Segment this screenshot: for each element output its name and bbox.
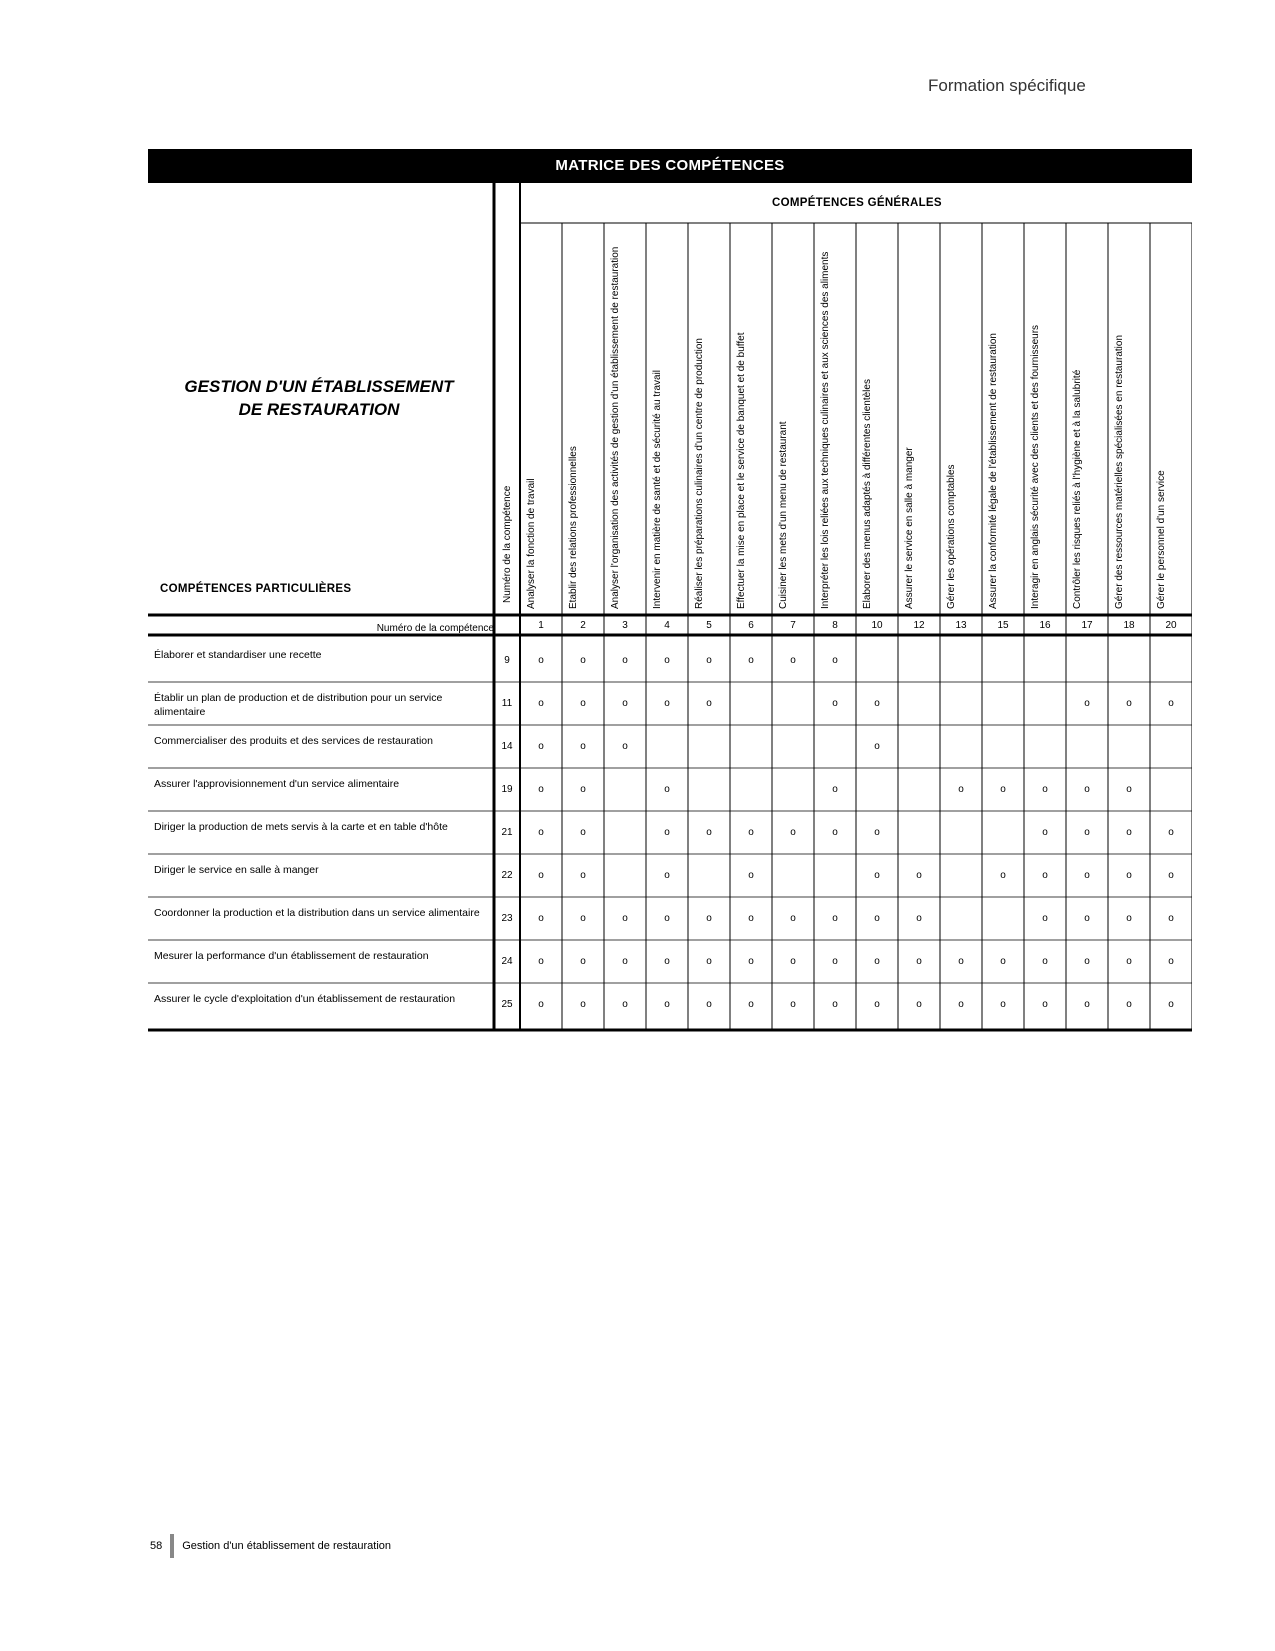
- general-competency-label: Assurer la conformité légale de l'établissement de restauration: [988, 333, 999, 609]
- competency-link-mark: o: [664, 654, 670, 666]
- competency-link-mark: o: [748, 912, 754, 924]
- general-competency-number: 13: [955, 620, 967, 631]
- specific-competency-number: 23: [501, 912, 513, 924]
- competency-link-mark: o: [538, 783, 544, 795]
- competency-link-mark: o: [790, 912, 796, 924]
- specific-competency-label: Commercialiser des produits et des services de restauration: [154, 734, 433, 747]
- specific-competency-label: Coordonner la production et la distribution dans un service alimentaire: [154, 906, 480, 919]
- competency-link-mark: o: [706, 697, 712, 709]
- competency-link-mark: o: [664, 998, 670, 1010]
- competency-link-mark: o: [1000, 955, 1006, 967]
- competency-link-mark: o: [1042, 912, 1048, 924]
- competency-link-mark: o: [832, 783, 838, 795]
- specific-competency-number: 22: [501, 869, 513, 881]
- general-competency-number: 17: [1081, 620, 1093, 631]
- competency-link-mark: o: [874, 869, 880, 881]
- competency-link-mark: o: [1042, 955, 1048, 967]
- competency-link-mark: o: [664, 783, 670, 795]
- general-competency-number: 16: [1039, 620, 1051, 631]
- competency-link-mark: o: [1126, 697, 1132, 709]
- competency-link-mark: o: [1084, 998, 1090, 1010]
- particulieres-heading: COMPÉTENCES PARTICULIÈRES: [160, 583, 352, 595]
- competency-link-mark: o: [580, 783, 586, 795]
- competency-link-mark: o: [1126, 912, 1132, 924]
- competency-link-mark: o: [664, 697, 670, 709]
- competency-link-mark: o: [622, 955, 628, 967]
- competency-link-mark: o: [748, 955, 754, 967]
- competency-link-mark: o: [580, 912, 586, 924]
- competency-link-mark: o: [748, 826, 754, 838]
- program-title: [178, 375, 460, 421]
- competency-link-mark: o: [1084, 783, 1090, 795]
- general-competency-label: Gérer les opérations comptables: [946, 464, 957, 609]
- competency-link-mark: o: [958, 998, 964, 1010]
- specific-competency-number: 11: [501, 697, 513, 709]
- competency-link-mark: o: [1042, 869, 1048, 881]
- program-title-line1: GESTION D'UN ÉTABLISSEMENT: [184, 377, 454, 396]
- numero-row-label: Numéro de la compétence: [376, 623, 494, 634]
- competency-link-mark: o: [580, 869, 586, 881]
- competency-link-mark: o: [832, 654, 838, 666]
- footer-divider: [170, 1534, 174, 1558]
- competency-link-mark: o: [622, 740, 628, 752]
- specific-competency-label: Établir un plan de production et de distribution pour un service alimentaire: [154, 691, 443, 718]
- competency-link-mark: o: [1042, 998, 1048, 1010]
- general-competency-label: Effectuer la mise en place et le service de banquet et de buffet: [736, 332, 747, 609]
- competency-link-mark: o: [622, 654, 628, 666]
- specific-competency-number: 25: [501, 998, 513, 1010]
- general-competency-label: Établir des relations professionnelles: [568, 446, 579, 609]
- competency-link-mark: o: [1126, 783, 1132, 795]
- competency-link-mark: o: [706, 654, 712, 666]
- specific-competency-number: 24: [501, 955, 513, 967]
- general-competency-label: Interpréter les lois reliées aux techniques culinaires et aux sciences des aliments: [820, 251, 831, 609]
- specific-competency-label: Diriger la production de mets servis à la carte et en table d'hôte: [154, 820, 448, 833]
- general-competency-label: Assurer le service en salle à manger: [904, 447, 915, 609]
- matrix-title: MATRICE DES COMPÉTENCES: [148, 149, 1192, 183]
- competency-link-mark: o: [706, 826, 712, 838]
- competency-link-mark: o: [664, 912, 670, 924]
- general-competency-label: Contrôler les risques reliés à l'hygiène et à la salubrité: [1072, 369, 1083, 609]
- competency-link-mark: o: [538, 654, 544, 666]
- general-competency-label: Analyser l'organisation des activités de gestion d'un établissement de restauration: [610, 246, 621, 609]
- competency-link-mark: o: [790, 998, 796, 1010]
- specific-competency-number: 21: [501, 826, 513, 838]
- program-title-line2: DE RESTAURATION: [238, 400, 400, 419]
- competency-link-mark: o: [1042, 783, 1048, 795]
- competency-link-mark: o: [874, 998, 880, 1010]
- general-competency-number: 7: [790, 620, 796, 631]
- competency-link-mark: o: [748, 869, 754, 881]
- general-competency-label: Gérer des ressources matérielles spécialisées en restauration: [1114, 334, 1125, 609]
- competency-link-mark: o: [1168, 912, 1174, 924]
- general-competency-label: Cuisiner les mets d'un menu de restaurant: [778, 421, 789, 609]
- general-competency-label: Intervenir en matière de santé et de sécurité au travail: [652, 369, 663, 609]
- competency-link-mark: o: [580, 955, 586, 967]
- general-competency-label: Analyser la fonction de travail: [526, 478, 537, 609]
- specific-competency-label: Assurer le cycle d'exploitation d'un établissement de restauration: [154, 992, 456, 1005]
- competency-link-mark: o: [832, 697, 838, 709]
- competency-link-mark: o: [1126, 955, 1132, 967]
- competency-link-mark: o: [538, 955, 544, 967]
- general-competency-number: 10: [871, 620, 883, 631]
- competency-matrix: [148, 183, 1192, 1033]
- general-competency-number: 15: [997, 620, 1009, 631]
- competency-link-mark: o: [1168, 869, 1174, 881]
- competency-link-mark: o: [832, 912, 838, 924]
- general-competency-label: Gérer le personnel d'un service: [1156, 470, 1167, 609]
- competency-link-mark: o: [1168, 697, 1174, 709]
- numero-column-header: Numéro de la compétence: [502, 485, 513, 603]
- specific-competency-label: Mesurer la performance d'un établissement de restauration: [154, 949, 429, 962]
- competency-link-mark: o: [538, 740, 544, 752]
- competency-link-mark: o: [748, 998, 754, 1010]
- competency-link-mark: o: [664, 869, 670, 881]
- competency-link-mark: o: [664, 826, 670, 838]
- competency-link-mark: o: [538, 912, 544, 924]
- general-competency-label: Élaborer des menus adaptés à différentes clientèles: [862, 379, 873, 609]
- competency-link-mark: o: [1168, 998, 1174, 1010]
- competency-link-mark: o: [706, 998, 712, 1010]
- competency-link-mark: o: [706, 912, 712, 924]
- competency-link-mark: o: [538, 869, 544, 881]
- competency-link-mark: o: [1126, 998, 1132, 1010]
- competency-link-mark: o: [1084, 826, 1090, 838]
- competency-link-mark: o: [664, 955, 670, 967]
- competency-link-mark: o: [622, 998, 628, 1010]
- competency-link-mark: o: [580, 998, 586, 1010]
- competency-link-mark: o: [874, 955, 880, 967]
- competency-link-mark: o: [622, 697, 628, 709]
- general-competency-label: Réaliser les préparations culinaires d'un centre de production: [694, 338, 705, 609]
- competency-link-mark: o: [1168, 955, 1174, 967]
- competency-link-mark: o: [538, 998, 544, 1010]
- competency-link-mark: o: [538, 826, 544, 838]
- competency-link-mark: o: [874, 912, 880, 924]
- specific-competency-number: 14: [501, 740, 513, 752]
- specific-competency-label: Diriger le service en salle à manger: [154, 863, 319, 876]
- general-competency-number: 12: [913, 620, 925, 631]
- competency-link-mark: o: [1000, 998, 1006, 1010]
- competency-link-mark: o: [832, 826, 838, 838]
- competency-link-mark: o: [916, 955, 922, 967]
- competency-link-mark: o: [832, 998, 838, 1010]
- specific-competency-label: Élaborer et standardiser une recette: [154, 648, 322, 661]
- competency-link-mark: o: [1000, 869, 1006, 881]
- section-title: Formation spécifique: [928, 76, 1086, 95]
- competency-link-mark: o: [538, 697, 544, 709]
- competency-link-mark: o: [832, 955, 838, 967]
- page-number: 58: [150, 1539, 163, 1552]
- competency-link-mark: o: [1000, 783, 1006, 795]
- footer-doc-title: Gestion d'un établissement de restauration: [182, 1539, 392, 1552]
- competency-link-mark: o: [958, 955, 964, 967]
- general-competency-number: 20: [1165, 620, 1177, 631]
- competency-link-mark: o: [622, 912, 628, 924]
- general-competency-number: 2: [580, 620, 586, 631]
- competency-link-mark: o: [748, 654, 754, 666]
- competency-link-mark: o: [790, 955, 796, 967]
- competency-link-mark: o: [1084, 955, 1090, 967]
- page-footer: [150, 1534, 391, 1558]
- competency-link-mark: o: [1126, 826, 1132, 838]
- competency-link-mark: o: [1084, 912, 1090, 924]
- competency-link-mark: o: [1084, 697, 1090, 709]
- general-competency-number: 8: [832, 620, 838, 631]
- general-competency-number: 5: [706, 620, 712, 631]
- specific-competency-number: 9: [504, 654, 510, 666]
- competency-link-mark: o: [916, 998, 922, 1010]
- competency-link-mark: o: [874, 826, 880, 838]
- general-competency-number: 3: [622, 620, 628, 631]
- general-competency-label: Interagir en anglais sécurité avec des clients et des fournisseurs: [1030, 324, 1041, 609]
- generales-heading: COMPÉTENCES GÉNÉRALES: [772, 197, 942, 209]
- general-competency-number: 18: [1123, 620, 1135, 631]
- competency-link-mark: o: [706, 955, 712, 967]
- competency-link-mark: o: [1126, 869, 1132, 881]
- competency-link-mark: o: [580, 654, 586, 666]
- competency-link-mark: o: [790, 654, 796, 666]
- specific-competency-number: 19: [501, 783, 513, 795]
- competency-link-mark: o: [874, 697, 880, 709]
- competency-link-mark: o: [916, 912, 922, 924]
- competency-link-mark: o: [580, 697, 586, 709]
- general-competency-number: 4: [664, 620, 670, 631]
- competency-link-mark: o: [958, 783, 964, 795]
- competency-link-mark: o: [790, 826, 796, 838]
- competency-link-mark: o: [580, 826, 586, 838]
- competency-link-mark: o: [1042, 826, 1048, 838]
- general-competency-number: 1: [538, 620, 544, 631]
- competency-link-mark: o: [916, 869, 922, 881]
- general-competency-number: 6: [748, 620, 754, 631]
- specific-competency-label: Assurer l'approvisionnement d'un service alimentaire: [154, 777, 400, 790]
- competency-link-mark: o: [580, 740, 586, 752]
- competency-link-mark: o: [874, 740, 880, 752]
- competency-link-mark: o: [1168, 826, 1174, 838]
- competency-link-mark: o: [1084, 869, 1090, 881]
